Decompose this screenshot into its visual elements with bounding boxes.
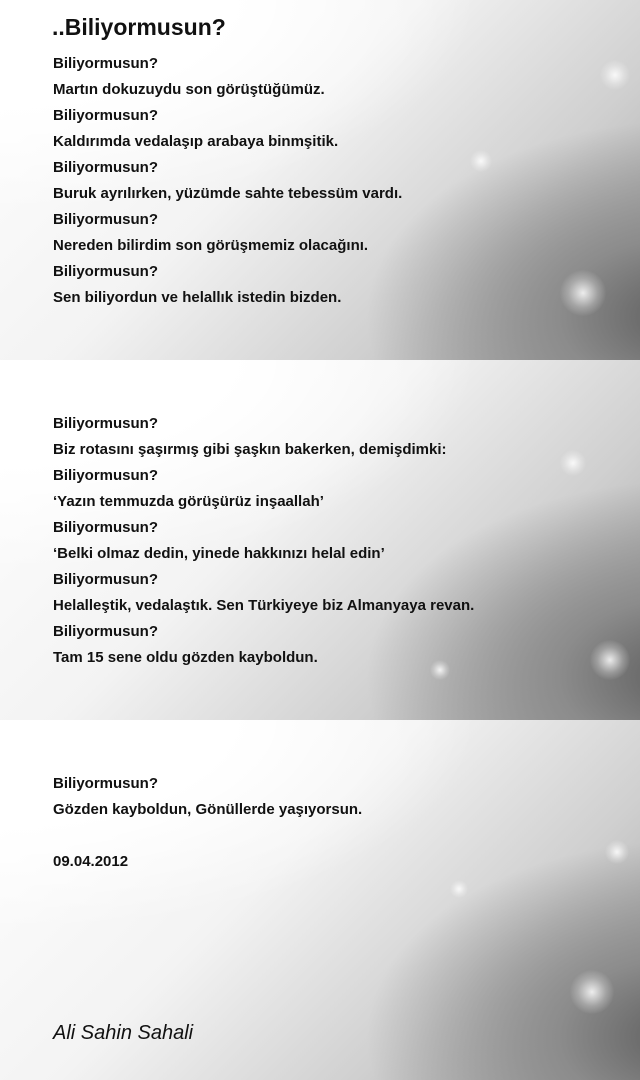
poem-line: Biliyormusun? — [53, 623, 159, 640]
poem-panel-1 — [0, 0, 640, 360]
poem-line: Biliyormusun? — [53, 415, 159, 432]
poem-line: Buruk ayrılırken, yüzümde sahte tebessüm vardı. — [53, 185, 403, 202]
poem-line: ‘Yazın temmuzda görüşürüz inşaallah’ — [53, 493, 324, 510]
poem-line: Kaldırımda vedalaşıp arabaya binmşitik. — [53, 133, 339, 150]
poem-line: Biliyormusun? — [53, 107, 159, 124]
poem-line: Biliyormusun? — [53, 211, 159, 228]
poem-line: Martın dokuzuydu son görüştüğümüz. — [53, 81, 325, 98]
poem-line: Gözden kayboldun, Gönüllerde yaşıyorsun. — [53, 801, 363, 818]
poem-date: 09.04.2012 — [53, 853, 129, 870]
poem-panel-2 — [0, 360, 640, 720]
poem-line: Biliyormusun? — [53, 55, 159, 72]
poem-line: Biz rotasını şaşırmış gibi şaşkın bakerken, demişdimki: — [53, 441, 447, 458]
poem-line: Biliyormusun? — [53, 159, 159, 176]
poem-line: Biliyormusun? — [53, 775, 159, 792]
poem-line: Biliyormusun? — [53, 467, 159, 484]
poem-line: Nereden bilirdim son görüşmemiz olacağını. — [53, 237, 369, 254]
poem-panel-3 — [0, 720, 640, 1080]
poem-author: Ali Sahin Sahali — [53, 1022, 194, 1044]
poem-line: Biliyormusun? — [53, 571, 159, 588]
poem-line: Sen biliyordun ve helallık istedin bizden. — [53, 289, 342, 306]
poem-line: ‘Belki olmaz dedin, yinede hakkınızı helal edin’ — [53, 545, 385, 562]
poem-line: Biliyormusun? — [53, 263, 159, 280]
poem-line: Tam 15 sene oldu gözden kayboldun. — [53, 649, 318, 666]
poem-line: Biliyormusun? — [53, 519, 159, 536]
poem-title: ..Biliyormusun? — [52, 14, 226, 40]
poem-line: Helalleştik, vedalaştık. Sen Türkiyeye biz Almanyaya revan. — [53, 597, 475, 614]
